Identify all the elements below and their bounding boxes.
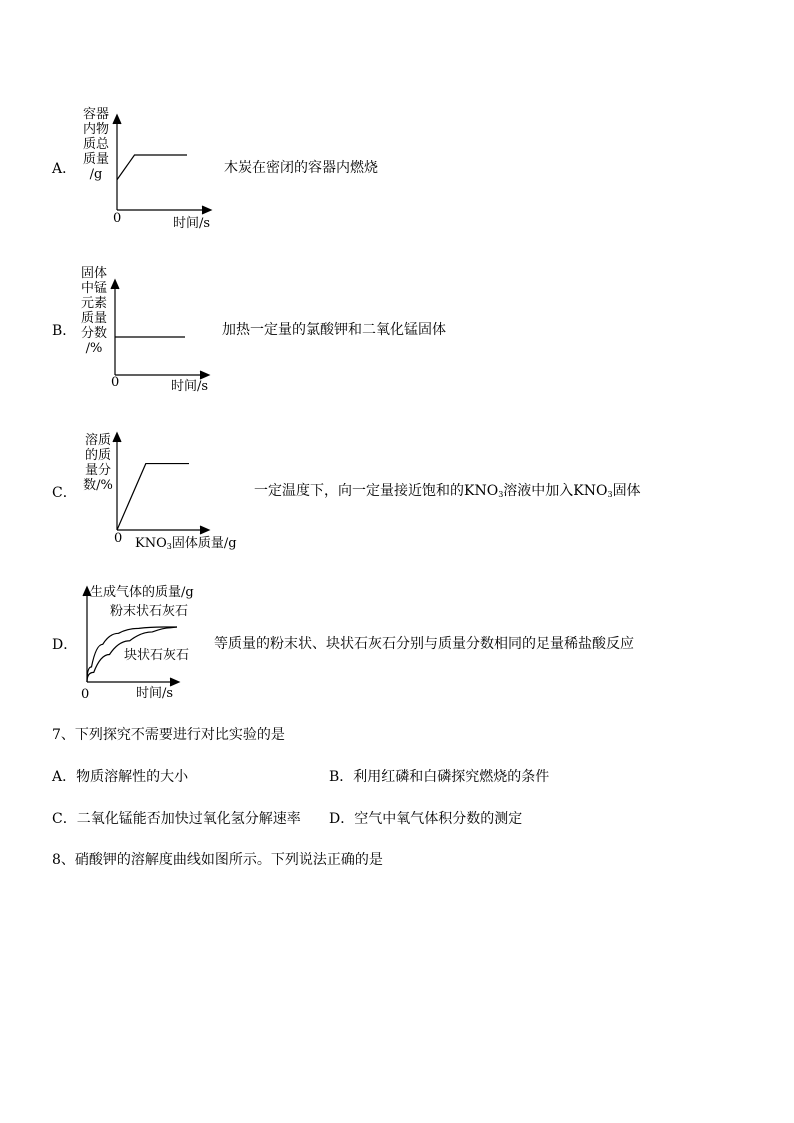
option-b-graph xyxy=(108,275,218,385)
ylabel-line: 质总 xyxy=(82,137,109,152)
ylabel-line: 固体 xyxy=(80,266,107,281)
y-axis-arrow xyxy=(113,433,121,442)
option-c-desc-sub2: 3 xyxy=(607,490,613,499)
ylabel-line: /% xyxy=(85,341,103,356)
y-axis-arrow xyxy=(111,280,119,289)
option-d-ylabel: 生成气体的质量/g xyxy=(90,585,194,600)
data-line xyxy=(117,155,187,180)
x-axis-arrow xyxy=(170,678,179,686)
option-c-graph xyxy=(110,428,220,538)
option-b-letter: B． xyxy=(52,323,77,339)
option-a-graph xyxy=(110,110,220,220)
ylabel-line: 内物 xyxy=(82,122,109,137)
q8-stem: 8、硝酸钾的溶解度曲线如图所示。下列说法正确的是 xyxy=(52,852,383,868)
ylabel-line: 容器 xyxy=(82,107,109,122)
option-c-desc-sub1: 3 xyxy=(498,490,504,499)
option-d-description: 等质量的粉末状、块状石灰石分别与质量分数相同的足量稀盐酸反应 xyxy=(214,636,634,652)
option-b-xlabel: 时间/s xyxy=(171,379,209,394)
option-c-xlabel xyxy=(135,536,237,554)
option-c-desc-part3: 固体 xyxy=(612,483,641,499)
option-d-xlabel: 时间/s xyxy=(136,686,174,701)
x-axis-arrow xyxy=(202,206,211,214)
y-axis-arrow xyxy=(113,115,121,124)
q7-stem: 7、下列探究不需要进行对比实验的是 xyxy=(52,727,285,743)
ylabel-line: 量分 xyxy=(84,463,111,478)
option-d-letter: D． xyxy=(52,637,78,653)
data-line xyxy=(117,464,189,530)
option-b-ylabel xyxy=(76,266,112,356)
option-d-curve2-label: 块状石灰石 xyxy=(124,648,190,663)
option-d-graph xyxy=(80,580,190,690)
option-a-xlabel: 时间/s xyxy=(173,216,211,231)
x-axis-arrow xyxy=(200,371,209,379)
option-c-xlabel-main: KNO xyxy=(135,536,167,551)
option-b-origin: 0 xyxy=(111,375,120,390)
q7-option-a: A．物质溶解性的大小 xyxy=(52,769,189,785)
ylabel-line: 数/% xyxy=(83,478,113,493)
ylabel-line: /g xyxy=(89,167,103,182)
ylabel-line: 溶质 xyxy=(84,433,111,448)
option-c-desc-part2: 溶液中加入KNO xyxy=(503,483,608,499)
q7-option-c: C．二氧化锰能否加快过氧化氢分解速率 xyxy=(52,811,301,827)
ylabel-line: 质量 xyxy=(82,152,109,167)
option-a-ylabel xyxy=(78,107,114,182)
option-a-letter: A． xyxy=(52,161,77,177)
q7-option-b: B．利用红磷和白磷探究燃烧的条件 xyxy=(329,769,550,785)
option-c-xlabel-tail: 固体质量/g xyxy=(171,536,237,551)
x-axis-arrow xyxy=(200,526,209,534)
q7-option-d: D．空气中氧气体积分数的测定 xyxy=(329,811,523,827)
ylabel-line: 分数 xyxy=(80,326,107,341)
option-c-origin: 0 xyxy=(114,531,123,546)
option-b-description: 加热一定量的氯酸钾和二氧化锰固体 xyxy=(222,322,446,338)
option-c-description xyxy=(254,483,641,503)
option-c-xlabel-sub: 3 xyxy=(166,542,172,551)
ylabel-line: 的质 xyxy=(84,448,111,463)
option-c-letter: C． xyxy=(52,485,77,501)
option-d-curve1-label: 粉末状石灰石 xyxy=(110,604,189,619)
option-a-description: 木炭在密闭的容器内燃烧 xyxy=(224,160,378,176)
option-d-origin: 0 xyxy=(81,687,90,702)
ylabel-line: 中锰 xyxy=(80,281,107,296)
option-a-origin: 0 xyxy=(113,211,122,226)
ylabel-line: 元素 xyxy=(80,296,107,311)
option-c-desc-part1: 一定温度下，向一定量接近饱和的KNO xyxy=(254,483,499,499)
y-axis-arrow xyxy=(83,587,91,596)
ylabel-line: 质量 xyxy=(80,311,107,326)
